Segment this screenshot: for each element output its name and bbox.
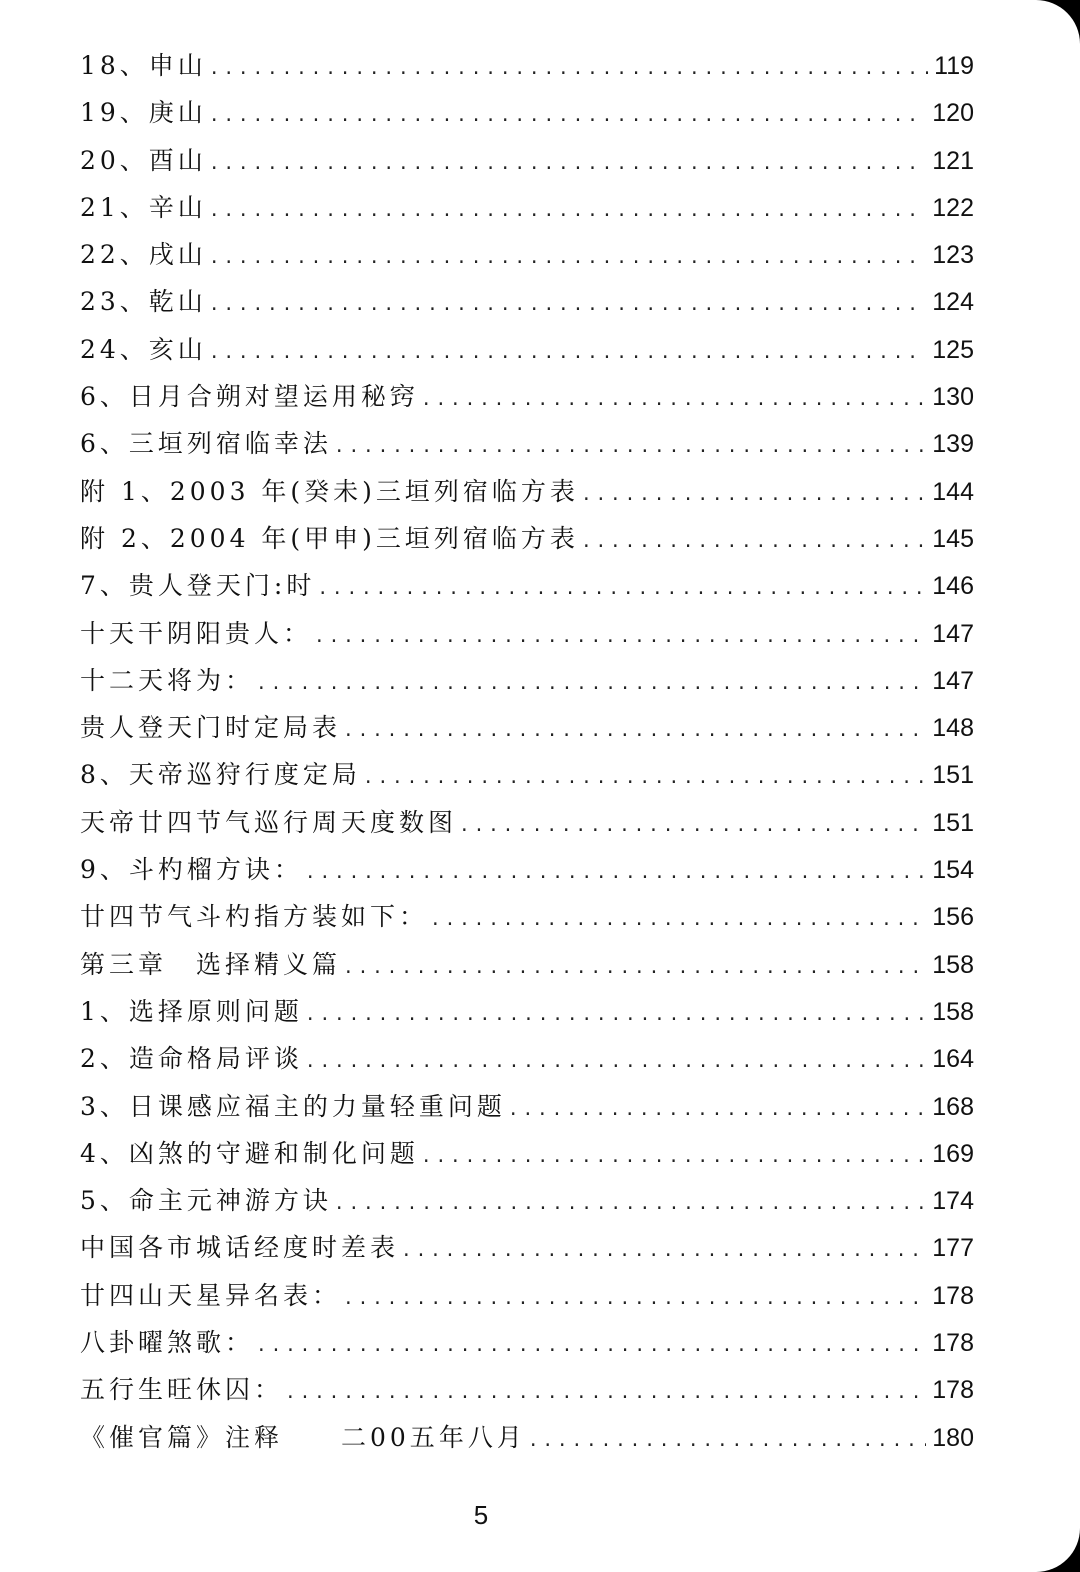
toc-entry-page: 147 (932, 666, 974, 695)
dot-leader (461, 799, 926, 848)
toc-entry-title: 八卦曜煞歌： (80, 1328, 255, 1358)
dot-leader (211, 231, 926, 280)
dot-leader (345, 704, 926, 753)
toc-entry-title: 十天干阴阳贵人： (80, 618, 313, 648)
toc-entry (80, 1319, 974, 1366)
toc-entry (80, 751, 974, 798)
toc-entry-page: 178 (932, 1281, 974, 1310)
dot-leader (432, 893, 926, 942)
toc-entry-page: 158 (932, 997, 974, 1026)
toc-entry-page: 158 (932, 950, 974, 979)
toc-entry (80, 610, 974, 657)
toc-entry-title: 6、三垣列宿临幸法 (80, 429, 332, 459)
toc-entry-page: 139 (932, 430, 974, 459)
toc-entry (80, 373, 974, 420)
dot-leader (307, 988, 926, 1037)
dot-leader (307, 1035, 926, 1084)
toc-entry (80, 657, 974, 704)
toc-entry (80, 893, 974, 940)
page-number: 5 (473, 1500, 489, 1530)
dot-leader (345, 1272, 926, 1321)
toc-entry-page: 174 (932, 1187, 974, 1216)
toc-entry (80, 562, 974, 609)
toc-entry-title: 第三章 选择精义篇 (80, 949, 342, 979)
dot-leader (583, 468, 926, 517)
dot-leader (510, 1083, 926, 1132)
toc-entry-page: 145 (932, 524, 974, 553)
toc-entry-title: 7、贵人登天门:时 (80, 571, 316, 601)
toc-entry-page: 146 (932, 572, 974, 601)
toc-entry-title: 十二天将为： (80, 665, 255, 695)
toc-entry-title: 5、命主元神游方诀 (80, 1186, 332, 1216)
dot-leader (316, 610, 926, 659)
table-of-contents (80, 42, 974, 1461)
toc-entry-title: 附 2、2004 年(甲申)三垣列宿临方表 (80, 523, 579, 553)
toc-entry-title: 18、申山 (80, 51, 207, 80)
toc-entry-title: 20、酉山 (80, 145, 207, 175)
toc-entry-page: 120 (932, 99, 974, 128)
toc-entry (80, 184, 974, 231)
toc-entry (80, 704, 974, 751)
toc-entry (80, 42, 974, 89)
toc-entry-page: 151 (932, 808, 974, 837)
dot-leader (336, 420, 926, 469)
dot-leader (583, 515, 926, 564)
toc-entry-page: 180 (932, 1423, 974, 1452)
toc-entry (80, 468, 974, 515)
toc-entry (80, 515, 974, 562)
toc-entry (80, 1366, 974, 1413)
dot-leader (423, 1130, 926, 1179)
dot-leader (258, 1319, 926, 1368)
toc-entry (80, 988, 974, 1035)
toc-entry-page: 164 (932, 1045, 974, 1074)
toc-entry-page: 168 (932, 1092, 974, 1121)
toc-entry-title: 6、日月合朔对望运用秘窍 (80, 382, 419, 412)
toc-entry-page: 124 (932, 288, 974, 317)
toc-entry-title: 廿四节气斗杓指方装如下： (80, 902, 429, 932)
toc-entry-title: 21、辛山 (80, 192, 207, 222)
dot-leader (307, 846, 926, 895)
toc-entry-page: 178 (932, 1329, 974, 1358)
dot-leader (211, 89, 926, 138)
toc-entry-title: 天帝廿四节气巡行周天度数图 (80, 807, 458, 837)
toc-entry-title: 4、凶煞的守避和制化问题 (80, 1138, 419, 1168)
toc-entry-page: 154 (932, 856, 974, 885)
toc-entry-page: 119 (934, 52, 974, 80)
toc-entry-page: 125 (932, 335, 974, 364)
toc-entry-title: 8、天帝巡狩行度定局 (80, 760, 361, 790)
toc-entry-page: 144 (932, 477, 974, 506)
toc-entry-title: 22、戌山 (80, 240, 207, 270)
dot-leader (336, 1177, 926, 1226)
toc-entry-title: 附 1、2003 年(癸未)三垣列宿临方表 (80, 476, 579, 506)
dot-leader (211, 278, 926, 327)
toc-entry (80, 326, 974, 373)
toc-entry (80, 1035, 974, 1082)
toc-entry-title: 中国各市城话经度时差表 (80, 1233, 400, 1263)
toc-entry (80, 799, 974, 846)
toc-entry (80, 1083, 974, 1130)
toc-entry-title: 24、亥山 (80, 334, 207, 364)
toc-entry (80, 1414, 974, 1461)
toc-entry-title: 五行生旺休囚： (80, 1375, 284, 1405)
dot-leader (423, 373, 926, 422)
toc-entry (80, 1130, 974, 1177)
dot-leader (211, 42, 928, 91)
toc-entry-title: 贵人登天门时定局表 (80, 713, 342, 743)
toc-entry-title: 9、斗杓榴方诀： (80, 855, 303, 885)
toc-entry (80, 941, 974, 988)
toc-entry-title: 廿四山天星异名表： (80, 1280, 342, 1310)
dot-leader (403, 1224, 926, 1273)
toc-entry (80, 1224, 974, 1271)
toc-entry (80, 137, 974, 184)
toc-entry-title: 《催官篇》注释 二00五年八月 (80, 1422, 526, 1452)
toc-entry-title: 19、庚山 (80, 98, 207, 128)
toc-entry (80, 846, 974, 893)
dot-leader (319, 562, 926, 611)
dot-leader (258, 657, 926, 706)
dot-leader (211, 326, 926, 375)
toc-entry (80, 1272, 974, 1319)
toc-entry-page: 169 (932, 1139, 974, 1168)
toc-entry (80, 420, 974, 467)
toc-entry-title: 1、选择原则问题 (80, 996, 303, 1026)
toc-entry-title: 2、造命格局评谈 (80, 1044, 303, 1074)
toc-entry-title: 3、日课感应福主的力量轻重问题 (80, 1091, 506, 1121)
toc-entry (80, 231, 974, 278)
dot-leader (211, 137, 926, 186)
toc-entry-title: 23、乾山 (80, 287, 207, 317)
toc-entry (80, 1177, 974, 1224)
toc-entry-page: 122 (932, 193, 974, 222)
toc-entry-page: 130 (932, 383, 974, 412)
toc-entry-page: 151 (932, 761, 974, 790)
toc-entry-page: 178 (932, 1376, 974, 1405)
toc-entry-page: 156 (932, 903, 974, 932)
dot-leader (365, 751, 926, 800)
dot-leader (287, 1366, 926, 1415)
dot-leader (530, 1414, 926, 1463)
dot-leader (211, 184, 926, 233)
toc-entry (80, 89, 974, 136)
dot-leader (345, 941, 926, 990)
toc-entry-page: 148 (932, 714, 974, 743)
toc-entry-page: 121 (932, 146, 974, 175)
toc-entry-page: 177 (932, 1234, 974, 1263)
toc-entry-page: 123 (932, 241, 974, 270)
toc-entry-page: 147 (932, 619, 974, 648)
toc-entry (80, 278, 974, 325)
